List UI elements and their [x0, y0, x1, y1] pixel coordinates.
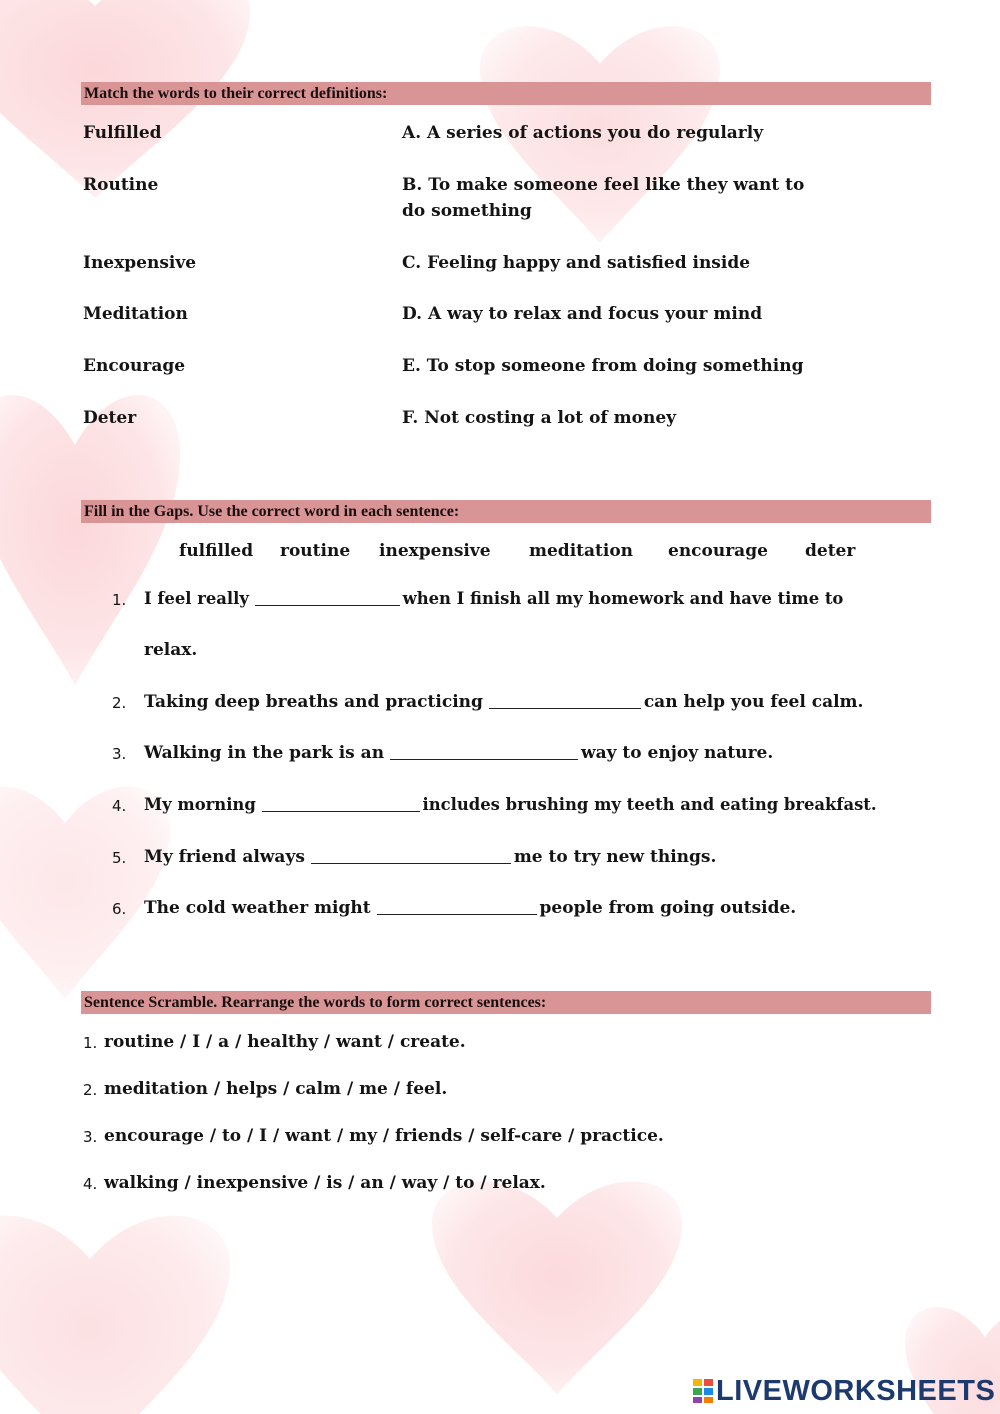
answer-blank[interactable]: [489, 692, 641, 709]
scramble-item-number: 3.: [83, 1128, 98, 1146]
match-definition: E. To stop someone from doing something: [402, 356, 804, 376]
word-bank-item: fulfilled: [179, 541, 254, 561]
answer-blank[interactable]: [390, 743, 578, 760]
word-bank-item: meditation: [529, 541, 634, 561]
match-term: Routine: [83, 175, 159, 195]
gap-item-number: 2.: [112, 694, 127, 712]
gap-sentence: Walking in the park is an way to enjoy nature.: [144, 743, 774, 763]
liveworksheets-logo-text: LIVEWORKSHEETS: [716, 1374, 996, 1407]
scramble-sentence: meditation / helps / calm / me / feel.: [104, 1079, 448, 1099]
liveworksheets-logo-icon: [692, 1378, 714, 1404]
gap-item-number: 1.: [112, 591, 127, 609]
gap-sentence: Taking deep breaths and practicing can help you feel calm.: [144, 692, 864, 712]
match-definition: F. Not costing a lot of money: [402, 408, 677, 428]
scramble-sentence: encourage / to / I / want / my / friends / self-care / practice.: [104, 1126, 664, 1146]
match-term: Fulfilled: [83, 123, 162, 143]
matching-section-header: Match the words to their correct definitions:: [81, 82, 931, 105]
gap-item-number: 5.: [112, 849, 127, 867]
gap-sentence: My friend always me to try new things.: [144, 847, 717, 867]
gap-item-number: 6.: [112, 900, 127, 918]
match-definition: B. To make someone feel like they want to do something: [402, 175, 805, 221]
gap-sentence: I feel really when I finish all my homework and have time to: [144, 589, 844, 608]
answer-blank[interactable]: [262, 795, 420, 812]
match-term: Inexpensive: [83, 253, 197, 273]
answer-blank[interactable]: [255, 589, 400, 606]
scramble-sentence: walking / inexpensive / is / an / way / to / relax.: [104, 1173, 546, 1193]
scramble-item-number: 4.: [83, 1175, 98, 1193]
match-definition: C. Feeling happy and satisfied inside: [402, 253, 751, 273]
match-term: Encourage: [83, 356, 186, 376]
word-bank-item: routine: [280, 541, 351, 561]
match-term: Meditation: [83, 304, 188, 324]
word-bank-item: inexpensive: [379, 541, 491, 561]
gap-item-number: 3.: [112, 745, 127, 763]
word-bank-item: encourage: [668, 541, 768, 561]
scramble-sentence: routine / I / a / healthy / want / create.: [104, 1032, 466, 1052]
match-term: Deter: [83, 408, 137, 428]
scramble-item-number: 1.: [83, 1034, 98, 1052]
scramble-item-number: 2.: [83, 1081, 98, 1099]
answer-blank[interactable]: [377, 898, 537, 915]
liveworksheets-logo: [692, 1374, 995, 1408]
gap-item-number: 4.: [112, 797, 127, 815]
match-definition: A. A series of actions you do regularly: [402, 123, 764, 143]
sentence-scramble-section-header: Sentence Scramble. Rearrange the words to form correct sentences:: [81, 991, 931, 1014]
match-definition: D. A way to relax and focus your mind: [402, 304, 763, 324]
gap-sentence: My morning includes brushing my teeth and eating breakfast.: [144, 795, 877, 814]
gap-sentence: The cold weather might people from going outside.: [144, 898, 797, 918]
answer-blank[interactable]: [311, 847, 511, 864]
gap-sentence-continuation: relax.: [144, 640, 198, 660]
fill-gaps-section-header: Fill in the Gaps. Use the correct word in each sentence:: [81, 500, 931, 523]
word-bank-item: deter: [805, 541, 856, 561]
